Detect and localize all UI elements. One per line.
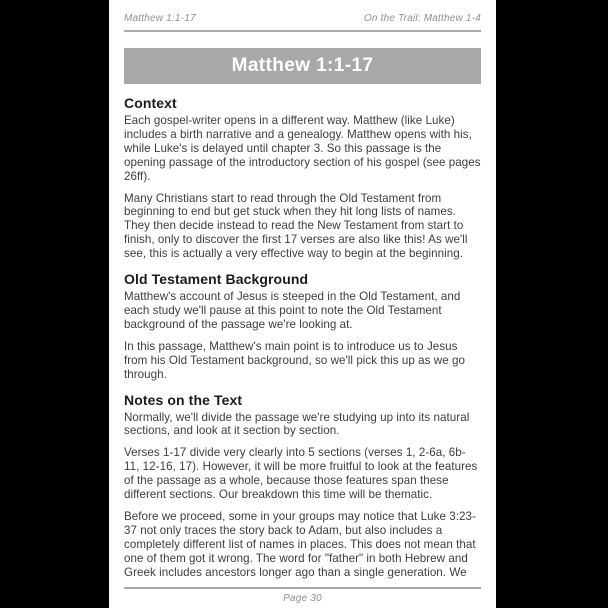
section-heading: Context <box>124 95 177 111</box>
passage-title: Matthew 1:1-17 <box>231 55 374 76</box>
body-paragraph: Matthew's account of Jesus is steeped in the Old Testament, and each study we'll pause at this point to note the Old Testament background of the passage we're looking at. <box>124 290 461 331</box>
body-paragraph: Many Christians start to read through the Old Testament from beginning to end but get stuck when they hit long lists of names. They then decide instead to read the New Testament from start to finish, only to discover the first 17 verses are also like this! As we'll see, this is actually a very effective way to begin at the beginning. <box>124 191 468 261</box>
section-context <box>124 95 481 261</box>
page-number: Page 30 <box>283 593 322 605</box>
page-footer <box>124 587 481 604</box>
body-paragraph: Each gospel-writer opens in a different way. Matthew (like Luke) includes a birth narrative and a genealogy. Matthew opens with his, while Luke's is delayed until chapter 3. So this passage is the opening passage of the introductory section of his gospel (see pages 26ff). <box>124 114 481 183</box>
section-heading: Notes on the Text <box>124 391 243 408</box>
page-header <box>124 0 481 24</box>
section-heading: Old Testament Background <box>124 271 309 288</box>
header-rule <box>124 30 481 32</box>
header-left-running-title: Matthew 1:1-17 <box>124 13 196 24</box>
header-right-running-title: On the Trail: Matthew 1-4 <box>363 13 481 24</box>
document-page <box>109 0 496 608</box>
body-paragraph: In this passage, Matthew's main point is to introduce us to Jesus from his Old Testament background, so we'll pick this up as we go through. <box>124 339 465 381</box>
passage-title-banner <box>124 48 481 84</box>
body-paragraph: Normally, we'll divide the passage we're studying up into its natural sections, and look at it section by section. <box>124 410 470 438</box>
body-paragraph: Before we proceed, some in your groups may notice that Luke 3:23-37 not only traces the story back to Adam, but also includes a completely different list of names in places. This does not mean that one of them got it wrong. The word for "father" in both Hebrew and Greek includes ancestors longer ago than a single generation. We <box>124 509 476 579</box>
section-old-testament-background <box>124 271 481 381</box>
body-paragraph: Verses 1-17 divide very clearly into 5 sections (verses 1, 2-6a, 6b-11, 12-16, 17). However, it will be more fruitful to look at the features of the passage as a whole, because those features span these different sections. Our breakdown this time will be thematic. <box>124 446 478 502</box>
section-notes-on-the-text <box>124 392 481 580</box>
